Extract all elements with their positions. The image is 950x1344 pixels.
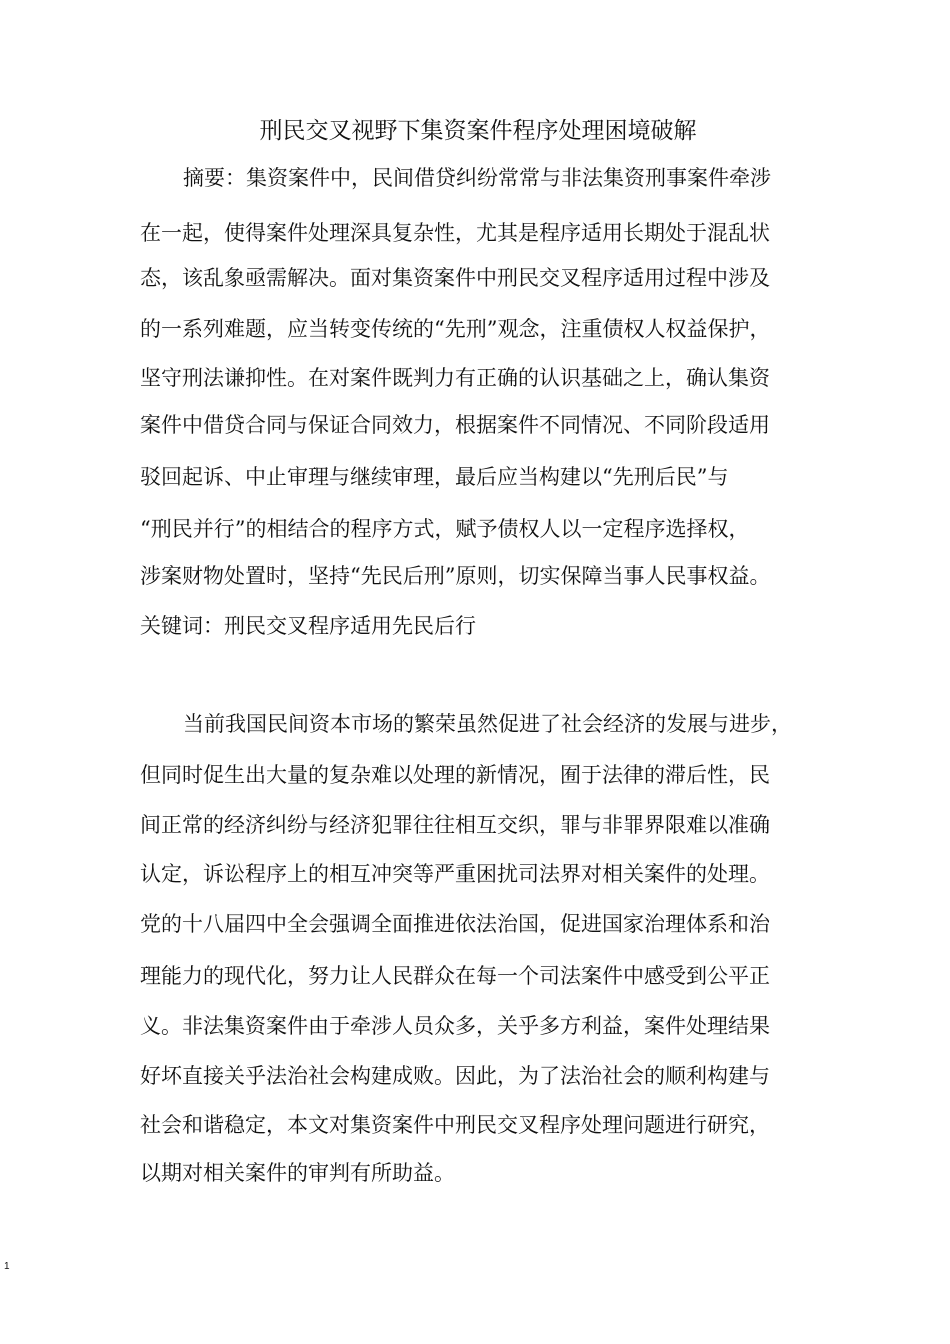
- abstract-line-8: “刑民并行”的相结合的程序方式，赋予债权人以一定程序选择权，: [140, 517, 750, 541]
- body-line-3: 间正常的经济纠纷与经济犯罪往往相互交织，罪与非罪界限难以准确: [140, 813, 770, 837]
- body-line-5: 党的十八届四中全会强调全面推进依法治国，促进国家治理体系和治: [140, 912, 770, 936]
- page-number: 1: [4, 1261, 10, 1272]
- body-line-2: 但同时促生出大量的复杂难以处理的新情况，囿于法律的滞后性，民: [140, 763, 770, 787]
- keywords-line: 关键词：刑民交叉程序适用先民后行: [140, 614, 476, 638]
- abstract-line-4: 的一系列难题，应当转变传统的“先刑”观念，注重债权人权益保护，: [140, 317, 771, 341]
- body-line-7: 义。非法集资案件由于牵涉人员众多，关乎多方利益，案件处理结果: [140, 1014, 770, 1038]
- body-line-10: 以期对相关案件的审判有所助益。: [140, 1161, 455, 1185]
- abstract-line-7: 驳回起诉、中止审理与继续审理，最后应当构建以“先刑后民”与: [140, 465, 729, 489]
- body-line-1: 当前我国民间资本市场的繁荣虽然促进了社会经济的发展与进步，: [183, 712, 792, 736]
- document-title: 刑民交叉视野下集资案件程序处理困境破解: [259, 118, 697, 144]
- body-line-9: 社会和谐稳定，本文对集资案件中刑民交叉程序处理问题进行研究，: [140, 1113, 770, 1137]
- abstract-line-9: 涉案财物处置时，坚持“先民后刑”原则，切实保障当事人民事权益。: [140, 564, 771, 588]
- abstract-line-5: 坚守刑法谦抑性。在对案件既判力有正确的认识基础之上，确认集资: [140, 366, 770, 390]
- abstract-line-2: 在一起，使得案件处理深具复杂性，尤其是程序适用长期处于混乱状: [140, 221, 770, 245]
- body-line-8: 好坏直接关乎法治社会构建成败。因此，为了法治社会的顺利构建与: [140, 1064, 770, 1088]
- body-line-6: 理能力的现代化，努力让人民群众在每一个司法案件中感受到公平正: [140, 964, 770, 988]
- abstract-line-1: 摘要：集资案件中，民间借贷纠纷常常与非法集资刑事案件牵涉: [183, 166, 771, 190]
- body-line-4: 认定，诉讼程序上的相互冲突等严重困扰司法界对相关案件的处理。: [140, 862, 770, 886]
- abstract-line-6: 案件中借贷合同与保证合同效力，根据案件不同情况、不同阶段适用: [140, 413, 770, 437]
- abstract-line-3: 态，该乱象亟需解决。面对集资案件中刑民交叉程序适用过程中涉及: [140, 266, 770, 290]
